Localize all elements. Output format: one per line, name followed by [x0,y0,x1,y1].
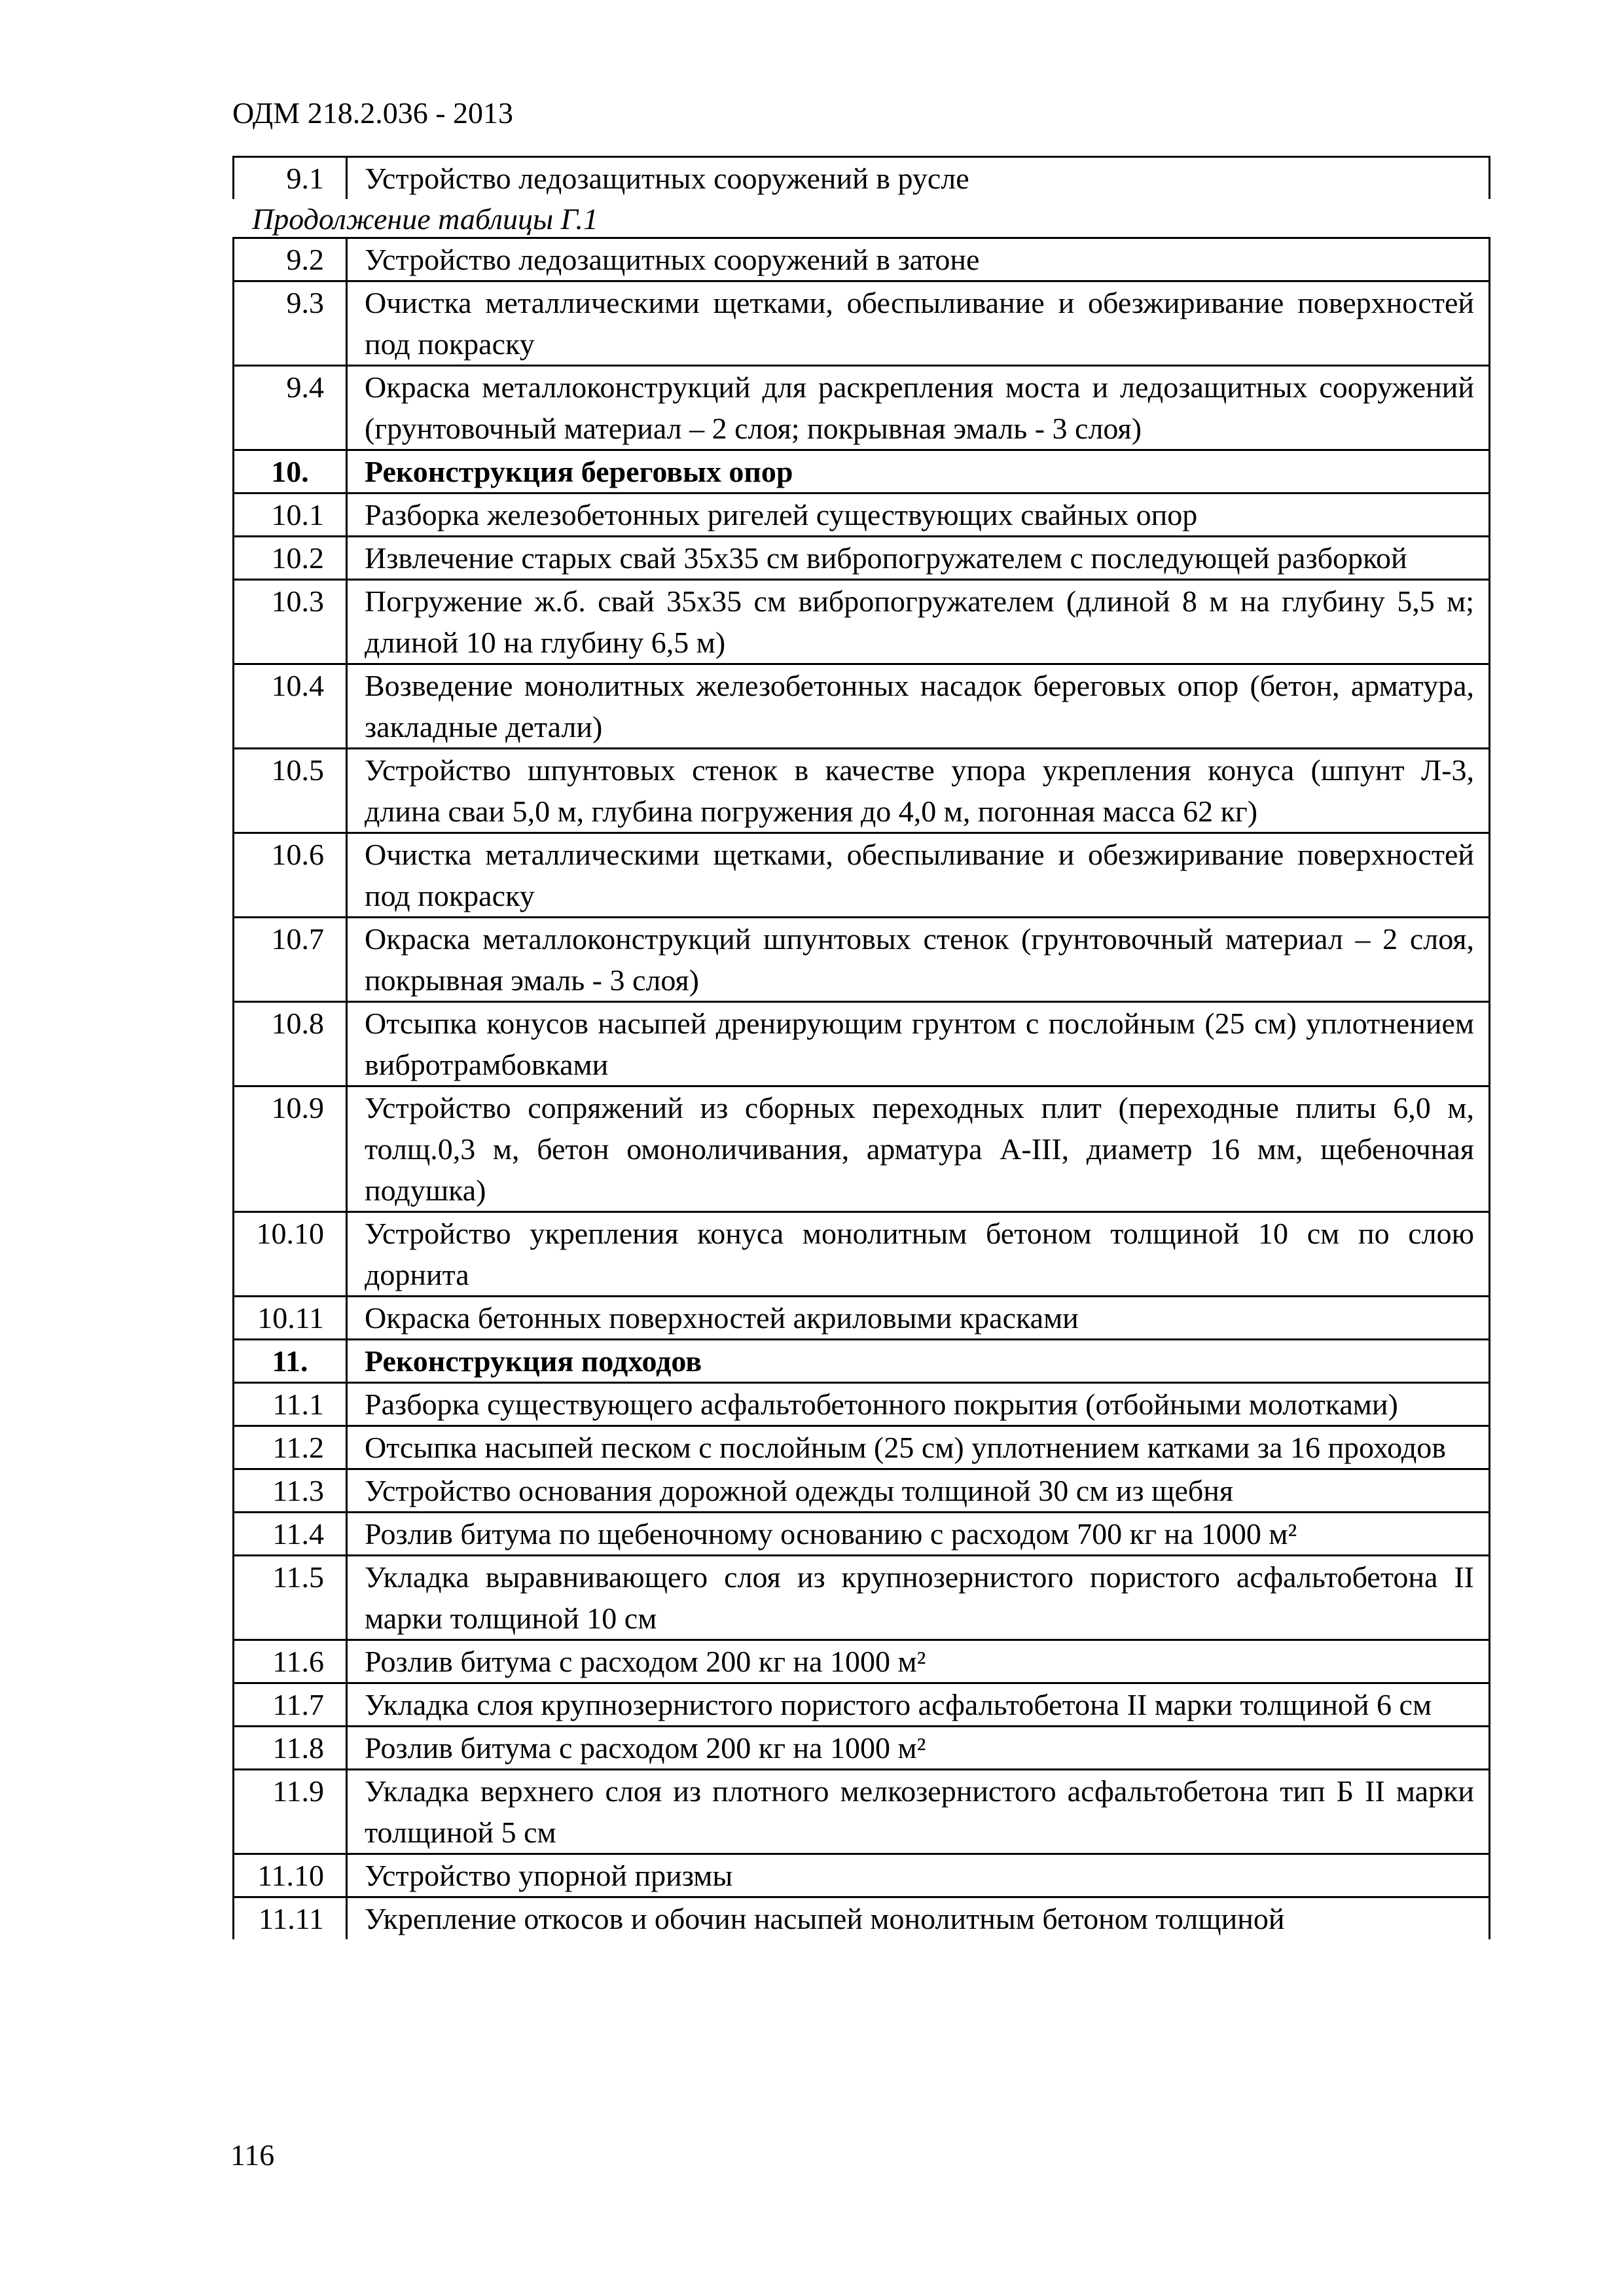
row-number: 11.2 [234,1426,347,1469]
table-row [234,1426,1490,1469]
table-row [234,493,1490,537]
table-row [234,1897,1490,1940]
row-text: Отсыпка насыпей песком с послойным (25 см) уплотнением катками за 16 проходов [347,1426,1490,1469]
row-number: 10.4 [234,664,347,749]
table-row [234,918,1490,1002]
table-row [234,833,1490,918]
section-row [234,450,1490,493]
row-text: Укладка верхнего слоя из плотного мелкозернистого асфальтобетона тип Б II марки толщиной 5 см [347,1770,1490,1854]
row-number: 11.7 [234,1683,347,1727]
table-row [234,238,1490,281]
table-row [234,157,1490,200]
page-number: 116 [230,2138,275,2172]
row-number: 10.1 [234,493,347,537]
row-text: Погружение ж.б. свай 35х35 см вибропогружателем (длиной 8 м на глубину 5,5 м; длиной 10 на глубину 6,5 м) [347,580,1490,664]
row-number: 10.7 [234,918,347,1002]
row-text: Устройство сопряжений из сборных переходных плит (переходные плиты 6,0 м, толщ.0,3 м, бетон омоноличивания, арматура А-III, диаметр 16 мм, щебеночная подушка) [347,1086,1490,1212]
row-text: Разборка железобетонных ригелей существующих свайных опор [347,493,1490,537]
table-row [234,1727,1490,1770]
row-number: 9.3 [234,281,347,366]
row-number: 10. [234,450,347,493]
row-text: Реконструкция береговых опор [347,450,1490,493]
row-text: Устройство ледозащитных сооружений в затоне [347,238,1490,281]
row-text: Возведение монолитных железобетонных насадок береговых опор (бетон, арматура, закладные детали) [347,664,1490,749]
table-row [234,1556,1490,1640]
row-number: 9.4 [234,366,347,450]
row-number: 11.4 [234,1513,347,1556]
row-text: Розлив битума по щебеночному основанию с расходом 700 кг на 1000 м² [347,1513,1490,1556]
row-text: Окраска бетонных поверхностей акриловыми красками [347,1297,1490,1340]
row-number: 11.6 [234,1640,347,1683]
row-text: Устройство основания дорожной одежды толщиной 30 см из щебня [347,1469,1490,1513]
row-number: 11.9 [234,1770,347,1854]
table-row [234,1513,1490,1556]
row-number: 10.5 [234,749,347,833]
row-number: 11.3 [234,1469,347,1513]
row-number: 10.11 [234,1297,347,1340]
row-text: Реконструкция подходов [347,1340,1490,1383]
row-text: Окраска металлоконструкций шпунтовых стенок (грунтовочный материал – 2 слоя, покрывная эмаль - 3 слоя) [347,918,1490,1002]
table-row [234,1383,1490,1426]
row-text: Устройство ледозащитных сооружений в русле [347,157,1490,200]
table-row [234,1854,1490,1897]
row-number: 11.5 [234,1556,347,1640]
table-caption: Продолжение таблицы Г.1 [252,202,598,236]
table-row [234,366,1490,450]
row-text: Розлив битума с расходом 200 кг на 1000 м² [347,1727,1490,1770]
row-text: Укрепление откосов и обочин насыпей монолитным бетоном толщиной [347,1897,1490,1940]
row-number: 9.1 [234,157,347,200]
row-number: 11.1 [234,1383,347,1426]
table-row [234,1683,1490,1727]
document-header: ОДМ 218.2.036 - 2013 [232,96,514,130]
table-fragment-top [232,156,1490,199]
row-text: Окраска металлоконструкций для раскрепления моста и ледозащитных сооружений (грунтовочный материал – 2 слоя; покрывная эмаль - 3 слоя) [347,366,1490,450]
row-number: 10.6 [234,833,347,918]
row-number: 10.10 [234,1212,347,1297]
row-text: Очистка металлическими щетками, обеспыливание и обезжиривание поверхностей под покраску [347,281,1490,366]
row-text: Отсыпка конусов насыпей дренирующим грунтом с послойным (25 см) уплотнением вибротрамбовками [347,1002,1490,1086]
table-row [234,749,1490,833]
row-number: 11. [234,1340,347,1383]
table-row [234,1469,1490,1513]
row-text: Извлечение старых свай 35х35 см вибропогружателем с последующей разборкой [347,537,1490,580]
works-table [232,237,1490,1939]
row-text: Укладка слоя крупнозернистого пористого асфальтобетона II марки толщиной 6 см [347,1683,1490,1727]
row-text: Розлив битума с расходом 200 кг на 1000 м² [347,1640,1490,1683]
row-number: 10.8 [234,1002,347,1086]
row-text: Устройство шпунтовых стенок в качестве упора укрепления конуса (шпунт Л-3, длина сваи 5,0 м, глубина погружения до 4,0 м, погонная масса 62 кг) [347,749,1490,833]
table-row [234,281,1490,366]
row-number: 11.8 [234,1727,347,1770]
section-row [234,1340,1490,1383]
table-row [234,1086,1490,1212]
table-row [234,1297,1490,1340]
table-row [234,1640,1490,1683]
table-row [234,537,1490,580]
row-number: 10.2 [234,537,347,580]
row-number: 10.9 [234,1086,347,1212]
table-row [234,580,1490,664]
table-row [234,1770,1490,1854]
table-row [234,1212,1490,1297]
row-number: 11.11 [234,1897,347,1940]
table-row [234,1002,1490,1086]
row-text: Очистка металлическими щетками, обеспыливание и обезжиривание поверхностей под покраску [347,833,1490,918]
row-number: 10.3 [234,580,347,664]
row-text: Укладка выравнивающего слоя из крупнозернистого пористого асфальтобетона II марки толщиной 10 см [347,1556,1490,1640]
row-text: Устройство упорной призмы [347,1854,1490,1897]
row-text: Разборка существующего асфальтобетонного покрытия (отбойными молотками) [347,1383,1490,1426]
row-text: Устройство укрепления конуса монолитным бетоном толщиной 10 см по слою дорнита [347,1212,1490,1297]
table-row [234,664,1490,749]
row-number: 9.2 [234,238,347,281]
row-number: 11.10 [234,1854,347,1897]
